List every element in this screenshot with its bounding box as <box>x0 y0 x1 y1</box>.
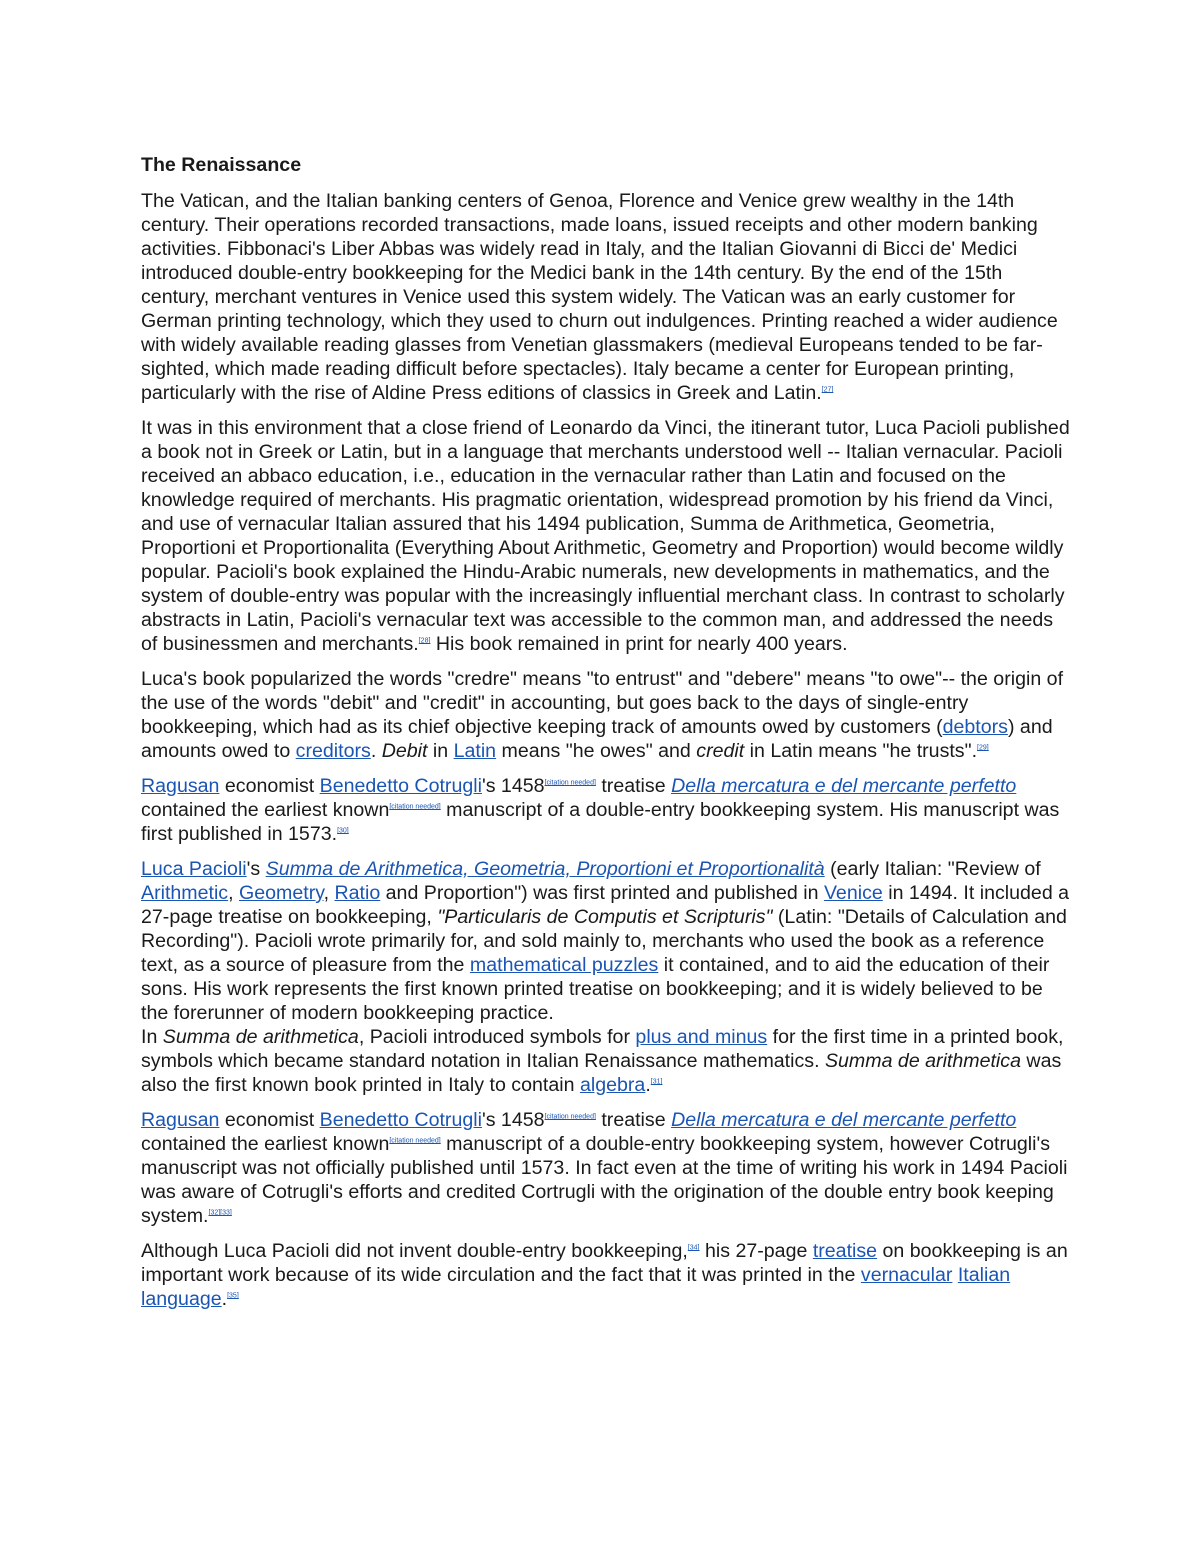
text-run: 's 1458 <box>481 1109 545 1131</box>
section-heading: The Renaissance <box>141 154 302 176</box>
link-della-mercatura[interactable] <box>671 1109 1016 1131</box>
citation-needed-link[interactable]: [citation needed] <box>389 1137 441 1145</box>
link-summa[interactable] <box>266 858 825 880</box>
paragraph-cotrugli-2 <box>141 1108 1071 1228</box>
paragraph-text: It was in this environment that a close friend of Leonardo da Vinci, the itinerant tutor, Luca Pacioli published a book not in Greek or Latin, but in a language that merchants understood well -- Italian vernacular. Pacioli received an abbaco education, i.e., education in the vernacular rather than Latin and focused on the knowledge required of merchants. His pragmatic orientation, widespread promotion by his friend da Vinci, and use of vernacular Italian assured that his 1494 publication, Summa de Arithmetica, Geometria, Proportioni et Proportionalita (Everything About Arithmetic, Geometry and Proportion) would become wildly popular. Pacioli's book explained the Hindu-Arabic numerals, new developments in mathematics, and the system of double-entry was popular with the increasingly influential merchant class. In contrast to scholarly abstracts in Latin, Pacioli's vernacular text was accessible to the common man, and addressed the needs of businessmen and merchants. <box>141 417 1070 655</box>
text-run: 's 1458 <box>481 775 545 797</box>
link-ragusan[interactable]: Ragusan <box>141 775 220 797</box>
paragraph-summa-arithmetica <box>141 1025 1071 1097</box>
text-run: means "he owes" and <box>496 740 697 762</box>
link-debtors[interactable]: debtors <box>942 716 1008 738</box>
paragraph-text: His book remained in print for nearly 400 years. <box>430 633 848 655</box>
link-italian-language[interactable]: Italian language <box>141 1264 1011 1310</box>
footnote-ref[interactable] <box>651 1078 663 1085</box>
footnote-link[interactable]: [27] <box>821 386 834 394</box>
citation-needed[interactable] <box>545 1113 596 1120</box>
footnote-ref[interactable] <box>209 1209 232 1216</box>
text-run: contained the earliest known <box>141 799 390 821</box>
text-run: for the first time in a printed book, symbols which became standard notation in Italian Renaissance mathematics. <box>141 1026 1064 1072</box>
emphasis-debit: Debit <box>381 740 428 762</box>
link-luca-pacioli[interactable]: Luca Pacioli <box>141 858 247 880</box>
text-run: treatise <box>595 775 672 797</box>
emphasis-particularis: "Particularis de Computis et Scripturis" <box>437 906 773 928</box>
text-run: in Latin means "he trusts". <box>744 740 978 762</box>
text-run: economist <box>219 1109 320 1131</box>
footnote-link[interactable]: [29] <box>977 744 989 752</box>
paragraph-cotrugli <box>141 774 1071 846</box>
text-run: , Pacioli introduced symbols for <box>358 1026 636 1048</box>
footnote-link[interactable]: [28] <box>418 637 431 645</box>
footnote-ref[interactable] <box>688 1244 700 1251</box>
text-run: in 1494. It included a 27-page treatise on bookkeeping, <box>141 882 1070 928</box>
paragraph-debit-credit <box>141 667 1071 763</box>
footnote-ref[interactable] <box>227 1292 239 1299</box>
paragraph-pacioli-treatise <box>141 1239 1071 1311</box>
citation-needed[interactable] <box>389 803 440 810</box>
footnote-link[interactable]: [30] <box>337 827 349 835</box>
link-geometry[interactable]: Geometry <box>239 882 324 904</box>
link-mathematical-puzzles[interactable]: mathematical puzzles <box>469 954 659 976</box>
text-run: in <box>427 740 454 762</box>
link-arithmetic[interactable]: Arithmetic <box>141 882 229 904</box>
text-run: Although Luca Pacioli did not invent double-entry bookkeeping, <box>141 1240 688 1262</box>
footnote-link[interactable]: [32][33] <box>208 1209 232 1217</box>
link-benedetto-cotrugli[interactable]: Benedetto Cotrugli <box>319 775 482 797</box>
text-run: treatise <box>595 1109 672 1131</box>
text-run: . <box>645 1074 651 1096</box>
footnote-link[interactable]: [31] <box>650 1078 663 1086</box>
text-run: it contained, and to aid the education of their sons. His work represents the first known printed treatise on bookkeeping; and it is widely believed to be the forerunner of modern bookkeeping practice. <box>141 954 1050 1024</box>
link-text: Summa de Arithmetica, Geometria, Proportioni et Proportionalità <box>265 858 825 880</box>
text-run: contained the earliest known <box>141 1133 390 1155</box>
link-venice[interactable]: Venice <box>823 882 883 904</box>
document-body <box>141 153 1071 1322</box>
text-run: manuscript of a double-entry bookkeeping system, however Cotrugli's manuscript was not officially published until 1573. In fact even at the time of writing his work in 1494 Pacioli was aware of Cotrugli's efforts and credited Cortrugli with the origination of the double entry book keeping system. <box>141 1133 1068 1227</box>
paragraph-pacioli-environment <box>141 416 1071 656</box>
citation-needed[interactable] <box>389 1137 440 1144</box>
paragraph-text: The Vatican, and the Italian banking centers of Genoa, Florence and Venice grew wealthy in the 14th century. Their operations recorded transactions, made loans, issued receipts and other modern banking activities. Fibbonaci's Liber Abbas was widely read in Italy, and the Italian Giovanni di Bicci de' Medici introduced double-entry bookkeeping for the Medici bank in the 14th century. By the end of the 15th century, merchant ventures in Venice used this system widely. The Vatican was an early customer for German printing technology, which they used to churn out indulgences. Printing reached a wider audience with widely available reading glasses from Venetian glassmakers (medieval Europeans tended to be far-sighted, which made reading difficult before spectacles). Italy became a center for European printing, particularly with the rise of Aldine Press editions of classics in Greek and Latin. <box>141 190 1058 404</box>
footnote-link[interactable]: [35] <box>227 1292 239 1300</box>
text-run: ) and amounts owed to <box>141 716 1053 762</box>
citation-needed-link[interactable]: [citation needed] <box>544 779 596 787</box>
text-run: his 27-page <box>699 1240 813 1262</box>
text-run: and Proportion") was first printed and published in <box>380 882 824 904</box>
link-treatise[interactable]: treatise <box>812 1240 878 1262</box>
footnote-ref[interactable] <box>419 637 431 644</box>
footnote-ref[interactable] <box>822 386 834 393</box>
text-run: economist <box>219 775 320 797</box>
link-vernacular[interactable]: vernacular <box>860 1264 953 1286</box>
text-run: 's <box>246 858 266 880</box>
citation-needed-link[interactable]: [citation needed] <box>389 803 441 811</box>
paragraph-summa <box>141 857 1071 1025</box>
text-run: manuscript of a double-entry bookkeeping system. His manuscript was first published in 1573. <box>141 799 1060 845</box>
text-run: on bookkeeping is an important work because of its wide circulation and the fact that it was printed in the <box>141 1240 1068 1286</box>
text-run: . <box>221 1288 228 1310</box>
footnote-link[interactable]: [34] <box>687 1244 700 1252</box>
emphasis-credit: credit <box>696 740 745 762</box>
link-text: Della mercatura e del mercante perfetto <box>671 775 1017 797</box>
link-text: Della mercatura e del mercante perfetto <box>671 1109 1017 1131</box>
text-run: Luca's book popularized the words "credre" means "to entrust" and "debere" means "to owe"-- the origin of the use of the words "debit" and "credit" in accounting, but goes back to the days of single-entry bookkeeping, which had as its chief objective keeping track of amounts owed by customers ( <box>141 668 1064 738</box>
footnote-ref[interactable] <box>977 744 989 751</box>
text-run: , <box>228 882 239 904</box>
link-latin[interactable]: Latin <box>453 740 497 762</box>
link-creditors[interactable]: creditors <box>295 740 371 762</box>
link-plus-and-minus[interactable]: plus and minus <box>635 1026 768 1048</box>
link-ratio[interactable]: Ratio <box>334 882 381 904</box>
text-run: , <box>323 882 335 904</box>
text-run: was also the first known book printed in Italy to contain <box>141 1050 1062 1096</box>
link-algebra[interactable]: algebra <box>579 1074 646 1096</box>
citation-needed[interactable] <box>545 779 596 786</box>
paragraph-vatican-banking <box>141 189 1071 405</box>
citation-needed-link[interactable]: [citation needed] <box>544 1113 596 1121</box>
text-run: (Latin: "Details of Calculation and Recording"). Pacioli wrote primarily for, and sold mainly to, merchants who used the book as a reference text, as a source of pleasure from the <box>141 906 1067 976</box>
text-run: . <box>370 740 382 762</box>
footnote-ref[interactable] <box>337 827 349 834</box>
link-ragusan[interactable]: Ragusan <box>141 1109 220 1131</box>
text-run: (early Italian: "Review of <box>824 858 1041 880</box>
text-run: In <box>141 1026 163 1048</box>
emphasis-summa: Summa de arithmetica <box>162 1026 359 1048</box>
link-della-mercatura[interactable] <box>671 775 1016 797</box>
link-benedetto-cotrugli[interactable]: Benedetto Cotrugli <box>319 1109 482 1131</box>
emphasis-summa: Summa de arithmetica <box>824 1050 1021 1072</box>
